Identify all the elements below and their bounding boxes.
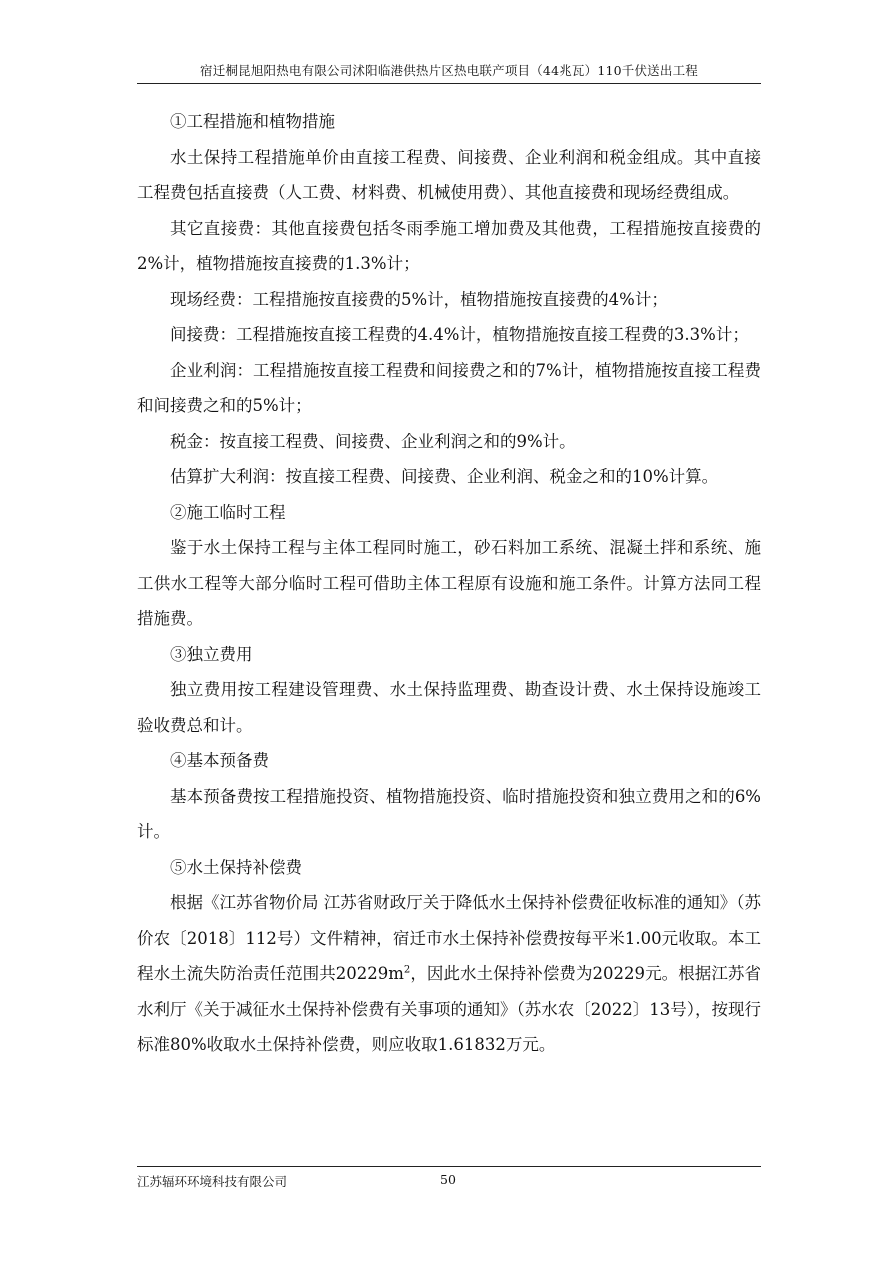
paragraph-unit-price-composition: 水土保持工程措施单价由直接工程费、间接费、企业利润和税金组成。其中直接工程费包括直接费（人工费、材料费、机械使用费）、其他直接费和现场经费组成。 bbox=[137, 147, 761, 202]
paragraph-expanded-profit: 估算扩大利润：按直接工程费、间接费、企业利润、税金之和的10%计算。 bbox=[170, 467, 719, 486]
paragraph-enterprise-profit: 企业利润：工程措施按直接工程费和间接费之和的7%计，植物措施按直接工程费和间接费之和的5%计； bbox=[137, 360, 761, 415]
paragraph-temporary-works: 鉴于水土保持工程与主体工程同时施工，砂石料加工系统、混凝土拌和系统、施工供水工程等大部分临时工程可借助主体工程原有设施和施工条件。计算方法同工程措施费。 bbox=[137, 538, 761, 628]
heading-engineering-plant-measures: ①工程措施和植物措施 bbox=[170, 112, 335, 131]
footer-company: 江苏辐环环境科技有限公司 bbox=[137, 1174, 288, 1189]
paragraph-independent-costs: 独立费用按工程建设管理费、水土保持监理费、勘查设计费、水土保持设施竣工验收费总和计。 bbox=[137, 680, 761, 735]
square-meter-superscript: 2 bbox=[403, 964, 411, 976]
heading-temporary-works: ②施工临时工程 bbox=[170, 502, 286, 522]
paragraph-compensation-fee bbox=[137, 885, 761, 1063]
page-footer bbox=[137, 1166, 761, 1191]
compensation-text-part2: ，因此水土保持补偿费为20229元。根据江苏省水利厅《关于减征水土保持补偿费有关事项的通知》（苏水农〔2022〕13号），按现行标准80%收取水土保持补偿费，则应收取1.61832万元。 bbox=[137, 964, 761, 1054]
header-title: 宿迁桐昆旭阳热电有限公司沭阳临港供热片区热电联产项目（44兆瓦）110千伏送出工程 bbox=[200, 63, 698, 78]
heading-compensation-fee: ⑤水土保持补偿费 bbox=[170, 857, 302, 877]
paragraph-indirect-cost: 间接费：工程措施按直接工程费的4.4%计，植物措施按直接工程费的3.3%计； bbox=[170, 325, 749, 344]
compensation-text-part1: 根据《江苏省物价局 江苏省财政厅关于降低水土保持补偿费征收标准的通知》（苏价农〔2018〕112号）文件精神，宿迁市水土保持补偿费按每平米1.00元收取。本工程水土流失防治责任范围共20229m bbox=[137, 893, 761, 983]
page-header bbox=[137, 62, 761, 84]
heading-independent-costs: ③独立费用 bbox=[170, 644, 253, 664]
paragraph-site-expense: 现场经费：工程措施按直接费的5%计，植物措施按直接费的4%计； bbox=[170, 289, 668, 309]
paragraph-basic-reserve: 基本预备费按工程措施投资、植物措施投资、临时措施投资和独立费用之和的6%计。 bbox=[137, 786, 761, 841]
page-number: 50 bbox=[440, 1172, 456, 1187]
paragraph-other-direct-cost: 其它直接费：其他直接费包括冬雨季施工增加费及其他费，工程措施按直接费的2%计，植物措施按直接费的1.3%计； bbox=[137, 218, 761, 273]
paragraph-tax: 税金：按直接工程费、间接费、企业利润之和的9%计。 bbox=[170, 431, 576, 451]
heading-basic-reserve: ④基本预备费 bbox=[170, 751, 269, 770]
document-body bbox=[137, 104, 761, 1063]
